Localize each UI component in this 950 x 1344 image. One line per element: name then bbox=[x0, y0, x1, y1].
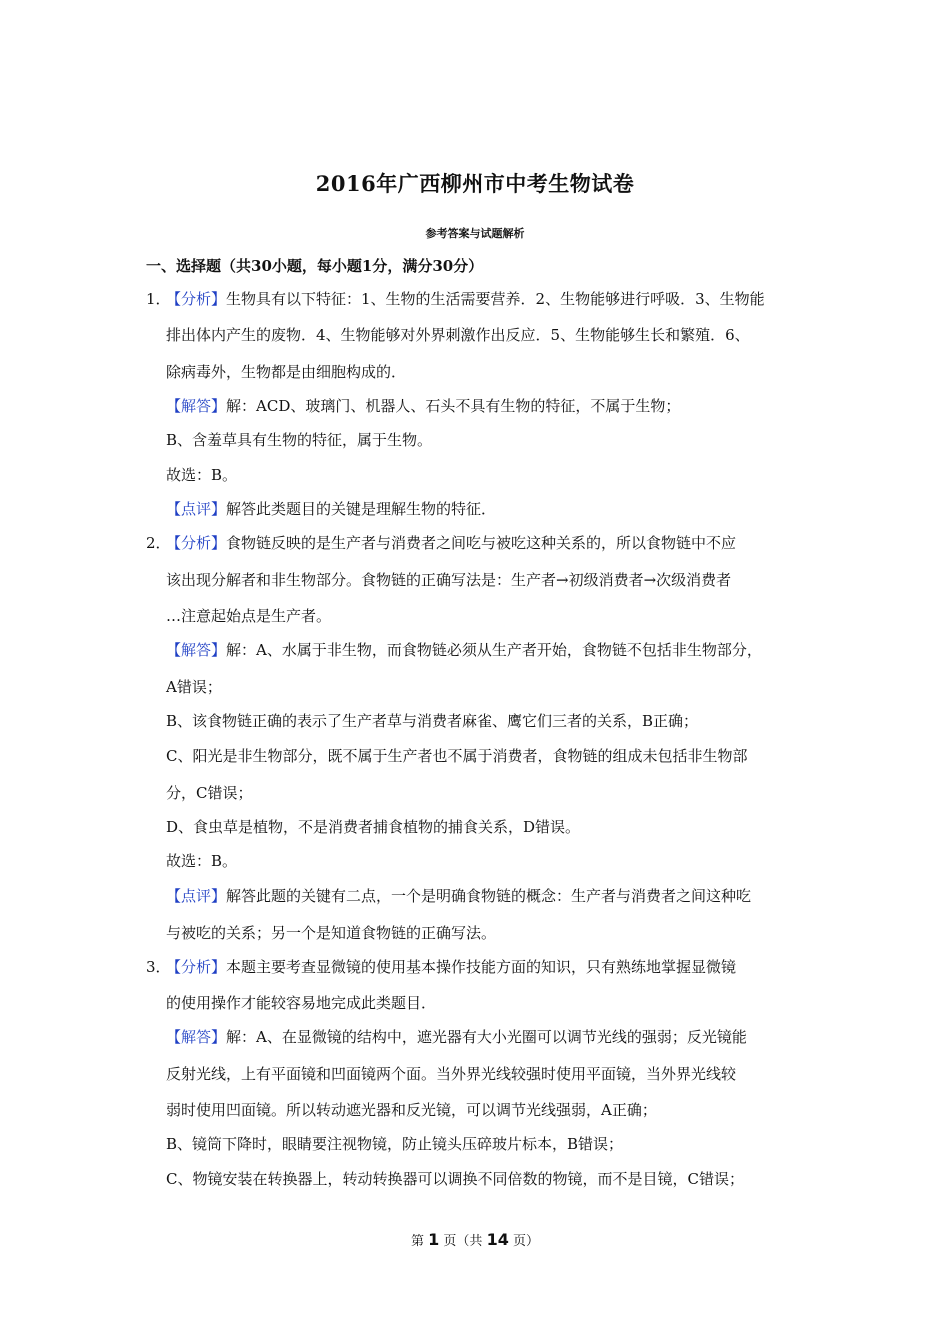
footer-middle: 页（共 bbox=[439, 1234, 487, 1249]
footer-prefix: 第 bbox=[411, 1234, 429, 1249]
analysis-tag: 【分析】 bbox=[166, 958, 227, 976]
section-heading: 一、选择题（共30小题，每小题1分，满分30分） bbox=[146, 257, 484, 275]
answer-text: 解：A、在显微镜的结构中，遮光器有大小光圈可以调节光线的强弱；反光镜能 bbox=[226, 1028, 747, 1046]
question-2-number: 2． bbox=[146, 534, 171, 552]
answer-text: 解：A、水属于非生物，而食物链必须从生产者开始，食物链不包括非生物部分， bbox=[226, 641, 762, 659]
q1-answer-line: 故选：B。 bbox=[166, 466, 238, 484]
answer-tag: 【解答】 bbox=[166, 397, 227, 415]
q2-answer-line: C、阳光是非生物部分，既不属于生产者也不属于消费者，食物链的组成未包括非生物部 bbox=[166, 747, 748, 765]
question-1-number: 1． bbox=[146, 290, 171, 308]
analysis-text: 食物链反映的是生产者与消费者之间吃与被吃这种关系的，所以食物链中不应 bbox=[226, 534, 737, 552]
answer-text: 解：ACD、玻璃门、机器人、石头不具有生物的特征，不属于生物； bbox=[226, 397, 681, 415]
page-footer bbox=[0, 1230, 950, 1249]
q1-answer-line: B、含羞草具有生物的特征，属于生物。 bbox=[166, 431, 433, 449]
document-subtitle: 参考答案与试题解析 bbox=[425, 227, 525, 240]
q1-analysis-line: 除病毒外，生物都是由细胞构成的． bbox=[166, 363, 407, 381]
q1-analysis-line: 排出体内产生的废物．4、生物能够对外界刺激作出反应．5、生物能够生长和繁殖．6、 bbox=[166, 326, 750, 344]
q3-answer-line: 反射光线，上有平面镜和凹面镜两个面。当外界光线较强时使用平面镜，当外界光线较 bbox=[166, 1065, 737, 1083]
q2-analysis-line: 该出现分解者和非生物部分。食物链的正确写法是：生产者→初级消费者→次级消费者 bbox=[166, 571, 732, 589]
page-number: 1 bbox=[428, 1230, 440, 1249]
comment-tag: 【点评】 bbox=[166, 500, 227, 518]
comment-text: 解答此类题目的关键是理解生物的特征． bbox=[226, 500, 497, 518]
page-total: 14 bbox=[486, 1230, 509, 1249]
comment-tag: 【点评】 bbox=[166, 887, 227, 905]
q2-answer-line: A错误； bbox=[166, 678, 222, 696]
q1-comment-line bbox=[166, 499, 496, 519]
q2-answer-line: B、该食物链正确的表示了生产者草与消费者麻雀、鹰它们三者的关系，B正确； bbox=[166, 712, 699, 730]
q2-answer-line: D、食虫草是植物，不是消费者捕食植物的捕食关系，D错误。 bbox=[166, 818, 581, 836]
q2-comment-line bbox=[166, 886, 751, 906]
q2-answer-line: 故选：B。 bbox=[166, 852, 238, 870]
q2-analysis-line: …注意起始点是生产者。 bbox=[166, 607, 332, 625]
q2-answer-line: 分，C错误； bbox=[166, 784, 253, 802]
q2-comment-line: 与被吃的关系；另一个是知道食物链的正确写法。 bbox=[166, 924, 497, 942]
analysis-text: 生物具有以下特征：1、生物的生活需要营养．2、生物能够进行呼吸．3、生物能 bbox=[226, 290, 765, 308]
q1-answer-line bbox=[166, 396, 680, 416]
q3-analysis-line: 的使用操作才能较容易地完成此类题目． bbox=[166, 994, 437, 1012]
q2-analysis-line bbox=[166, 533, 736, 553]
analysis-tag: 【分析】 bbox=[166, 290, 227, 308]
comment-text: 解答此题的关键有二点，一个是明确食物链的概念：生产者与消费者之间这种吃 bbox=[226, 887, 752, 905]
analysis-text: 本题主要考查显微镜的使用基本操作技能方面的知识，只有熟练地掌握显微镜 bbox=[226, 958, 737, 976]
q3-answer-line: C、物镜安装在转换器上，转动转换器可以调换不同倍数的物镜，而不是目镜，C错误； bbox=[166, 1170, 744, 1188]
q3-answer-line bbox=[166, 1027, 747, 1047]
answer-tag: 【解答】 bbox=[166, 641, 227, 659]
question-3-number: 3． bbox=[146, 958, 171, 976]
q3-analysis-line bbox=[166, 957, 736, 977]
q3-answer-line: B、镜筒下降时，眼睛要注视物镜，防止镜头压碎玻片标本，B错误； bbox=[166, 1135, 624, 1153]
analysis-tag: 【分析】 bbox=[166, 534, 227, 552]
q1-analysis-line bbox=[166, 289, 765, 309]
footer-suffix: 页） bbox=[508, 1234, 539, 1249]
q2-answer-line bbox=[166, 640, 762, 660]
q3-answer-line: 弱时使用凹面镜。所以转动遮光器和反光镜，可以调节光线强弱，A正确； bbox=[166, 1101, 657, 1119]
document-title: 2016年广西柳州市中考生物试卷 bbox=[315, 171, 635, 196]
answer-tag: 【解答】 bbox=[166, 1028, 227, 1046]
